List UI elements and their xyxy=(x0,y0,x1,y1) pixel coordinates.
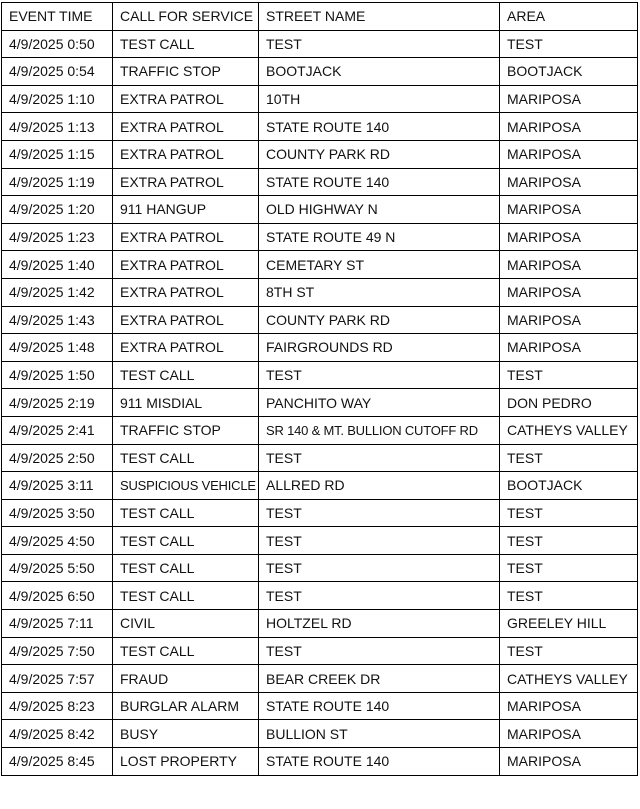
table-row xyxy=(2,85,638,113)
event-time-cell: 4/9/2025 1:23 xyxy=(2,223,113,251)
table-row xyxy=(2,472,638,500)
call-for-service-cell: 911 MISDIAL xyxy=(113,389,259,417)
area-cell: TEST xyxy=(500,554,638,582)
table-row xyxy=(2,306,638,334)
area-cell: BOOTJACK xyxy=(500,58,638,86)
table-row xyxy=(2,361,638,389)
street-name-cell: OLD HIGHWAY N xyxy=(259,196,500,224)
street-name-cell: PANCHITO WAY xyxy=(259,389,500,417)
table-row xyxy=(2,168,638,196)
area-cell: MARIPOSA xyxy=(500,278,638,306)
street-name-cell: TEST xyxy=(259,527,500,555)
table-row xyxy=(2,196,638,224)
table-row xyxy=(2,140,638,168)
event-time-cell: 4/9/2025 1:19 xyxy=(2,168,113,196)
table-row xyxy=(2,554,638,582)
call-for-service-cell: TEST CALL xyxy=(113,527,259,555)
area-cell: MARIPOSA xyxy=(500,692,638,720)
area-cell: MARIPOSA xyxy=(500,748,638,776)
event-time-cell: 4/9/2025 8:42 xyxy=(2,720,113,748)
event-time-cell: 4/9/2025 7:57 xyxy=(2,665,113,693)
header-row xyxy=(2,3,638,31)
call-for-service-cell: TEST CALL xyxy=(113,361,259,389)
area-cell: MARIPOSA xyxy=(500,168,638,196)
event-time-cell: 4/9/2025 3:11 xyxy=(2,472,113,500)
street-name-cell: FAIRGROUNDS RD xyxy=(259,334,500,362)
area-cell: MARIPOSA xyxy=(500,223,638,251)
call-for-service-cell: SUSPICIOUS VEHICLE xyxy=(113,472,259,500)
call-for-service-cell: BUSY xyxy=(113,720,259,748)
street-name-cell: BULLION ST xyxy=(259,720,500,748)
area-cell: MARIPOSA xyxy=(500,251,638,279)
table-row xyxy=(2,582,638,610)
table-row xyxy=(2,444,638,472)
area-cell: TEST xyxy=(500,637,638,665)
street-name-cell: TEST xyxy=(259,361,500,389)
table-row xyxy=(2,610,638,638)
event-time-cell: 4/9/2025 1:42 xyxy=(2,278,113,306)
area-cell: BOOTJACK xyxy=(500,472,638,500)
street-name-cell: HOLTZEL RD xyxy=(259,610,500,638)
event-time-cell: 4/9/2025 1:13 xyxy=(2,113,113,141)
event-time-cell: 4/9/2025 1:48 xyxy=(2,334,113,362)
call-for-service-cell: TEST CALL xyxy=(113,637,259,665)
table-row xyxy=(2,251,638,279)
table-row xyxy=(2,665,638,693)
area-cell: MARIPOSA xyxy=(500,720,638,748)
header-area: AREA xyxy=(500,3,638,31)
street-name-cell: SR 140 & MT. BULLION CUTOFF RD xyxy=(259,416,500,444)
table-row xyxy=(2,389,638,417)
event-time-cell: 4/9/2025 8:45 xyxy=(2,748,113,776)
area-cell: MARIPOSA xyxy=(500,140,638,168)
table-row xyxy=(2,527,638,555)
event-time-cell: 4/9/2025 1:43 xyxy=(2,306,113,334)
area-cell: CATHEYS VALLEY xyxy=(500,416,638,444)
call-for-service-cell: TEST CALL xyxy=(113,30,259,58)
event-time-cell: 4/9/2025 2:19 xyxy=(2,389,113,417)
area-cell: TEST xyxy=(500,444,638,472)
street-name-cell: BEAR CREEK DR xyxy=(259,665,500,693)
call-for-service-cell: FRAUD xyxy=(113,665,259,693)
street-name-cell: 10TH xyxy=(259,85,500,113)
event-time-cell: 4/9/2025 8:23 xyxy=(2,692,113,720)
event-time-cell: 4/9/2025 6:50 xyxy=(2,582,113,610)
call-for-service-cell: BURGLAR ALARM xyxy=(113,692,259,720)
call-for-service-cell: TEST CALL xyxy=(113,554,259,582)
area-cell: MARIPOSA xyxy=(500,113,638,141)
street-name-cell: TEST xyxy=(259,637,500,665)
call-for-service-cell: EXTRA PATROL xyxy=(113,334,259,362)
event-time-cell: 4/9/2025 4:50 xyxy=(2,527,113,555)
event-time-cell: 4/9/2025 7:11 xyxy=(2,610,113,638)
table-row xyxy=(2,113,638,141)
street-name-cell: STATE ROUTE 140 xyxy=(259,168,500,196)
event-time-cell: 4/9/2025 1:50 xyxy=(2,361,113,389)
street-name-cell: TEST xyxy=(259,30,500,58)
area-cell: GREELEY HILL xyxy=(500,610,638,638)
area-cell: MARIPOSA xyxy=(500,334,638,362)
street-name-cell: STATE ROUTE 49 N xyxy=(259,223,500,251)
call-for-service-cell: TEST CALL xyxy=(113,444,259,472)
street-name-cell: TEST xyxy=(259,582,500,610)
street-name-cell: CEMETARY ST xyxy=(259,251,500,279)
table-row xyxy=(2,58,638,86)
event-time-cell: 4/9/2025 5:50 xyxy=(2,554,113,582)
street-name-cell: STATE ROUTE 140 xyxy=(259,113,500,141)
event-time-cell: 4/9/2025 1:20 xyxy=(2,196,113,224)
area-cell: CATHEYS VALLEY xyxy=(500,665,638,693)
area-cell: MARIPOSA xyxy=(500,196,638,224)
event-time-cell: 4/9/2025 0:50 xyxy=(2,30,113,58)
table-body xyxy=(2,30,638,775)
call-for-service-cell: EXTRA PATROL xyxy=(113,113,259,141)
table-row xyxy=(2,30,638,58)
event-time-cell: 4/9/2025 1:40 xyxy=(2,251,113,279)
call-for-service-cell: CIVIL xyxy=(113,610,259,638)
header-call-for-service: CALL FOR SERVICE xyxy=(113,3,259,31)
street-name-cell: TEST xyxy=(259,554,500,582)
call-for-service-cell: EXTRA PATROL xyxy=(113,85,259,113)
call-for-service-cell: TRAFFIC STOP xyxy=(113,416,259,444)
area-cell: TEST xyxy=(500,527,638,555)
area-cell: TEST xyxy=(500,499,638,527)
street-name-cell: ALLRED RD xyxy=(259,472,500,500)
table-row xyxy=(2,223,638,251)
event-time-cell: 4/9/2025 7:50 xyxy=(2,637,113,665)
street-name-cell: STATE ROUTE 140 xyxy=(259,748,500,776)
call-for-service-cell: TEST CALL xyxy=(113,582,259,610)
table-row xyxy=(2,637,638,665)
table-row xyxy=(2,720,638,748)
event-time-cell: 4/9/2025 1:15 xyxy=(2,140,113,168)
call-for-service-cell: EXTRA PATROL xyxy=(113,278,259,306)
street-name-cell: BOOTJACK xyxy=(259,58,500,86)
area-cell: MARIPOSA xyxy=(500,306,638,334)
area-cell: MARIPOSA xyxy=(500,85,638,113)
table-row xyxy=(2,416,638,444)
call-for-service-cell: TEST CALL xyxy=(113,499,259,527)
street-name-cell: 8TH ST xyxy=(259,278,500,306)
street-name-cell: TEST xyxy=(259,444,500,472)
call-log-table xyxy=(1,2,638,776)
area-cell: DON PEDRO xyxy=(500,389,638,417)
event-time-cell: 4/9/2025 2:41 xyxy=(2,416,113,444)
table-row xyxy=(2,748,638,776)
call-for-service-cell: EXTRA PATROL xyxy=(113,140,259,168)
call-for-service-cell: EXTRA PATROL xyxy=(113,306,259,334)
call-for-service-cell: 911 HANGUP xyxy=(113,196,259,224)
header-event-time: EVENT TIME xyxy=(2,3,113,31)
header-street-name: STREET NAME xyxy=(259,3,500,31)
event-time-cell: 4/9/2025 1:10 xyxy=(2,85,113,113)
table-row xyxy=(2,334,638,362)
event-time-cell: 4/9/2025 2:50 xyxy=(2,444,113,472)
call-for-service-cell: EXTRA PATROL xyxy=(113,251,259,279)
area-cell: TEST xyxy=(500,582,638,610)
street-name-cell: TEST xyxy=(259,499,500,527)
call-for-service-cell: EXTRA PATROL xyxy=(113,168,259,196)
call-for-service-cell: LOST PROPERTY xyxy=(113,748,259,776)
street-name-cell: COUNTY PARK RD xyxy=(259,306,500,334)
call-for-service-cell: TRAFFIC STOP xyxy=(113,58,259,86)
street-name-cell: COUNTY PARK RD xyxy=(259,140,500,168)
street-name-cell: STATE ROUTE 140 xyxy=(259,692,500,720)
call-for-service-cell: EXTRA PATROL xyxy=(113,223,259,251)
table-row xyxy=(2,499,638,527)
area-cell: TEST xyxy=(500,30,638,58)
event-time-cell: 4/9/2025 3:50 xyxy=(2,499,113,527)
table-row xyxy=(2,692,638,720)
table-row xyxy=(2,278,638,306)
event-time-cell: 4/9/2025 0:54 xyxy=(2,58,113,86)
area-cell: TEST xyxy=(500,361,638,389)
